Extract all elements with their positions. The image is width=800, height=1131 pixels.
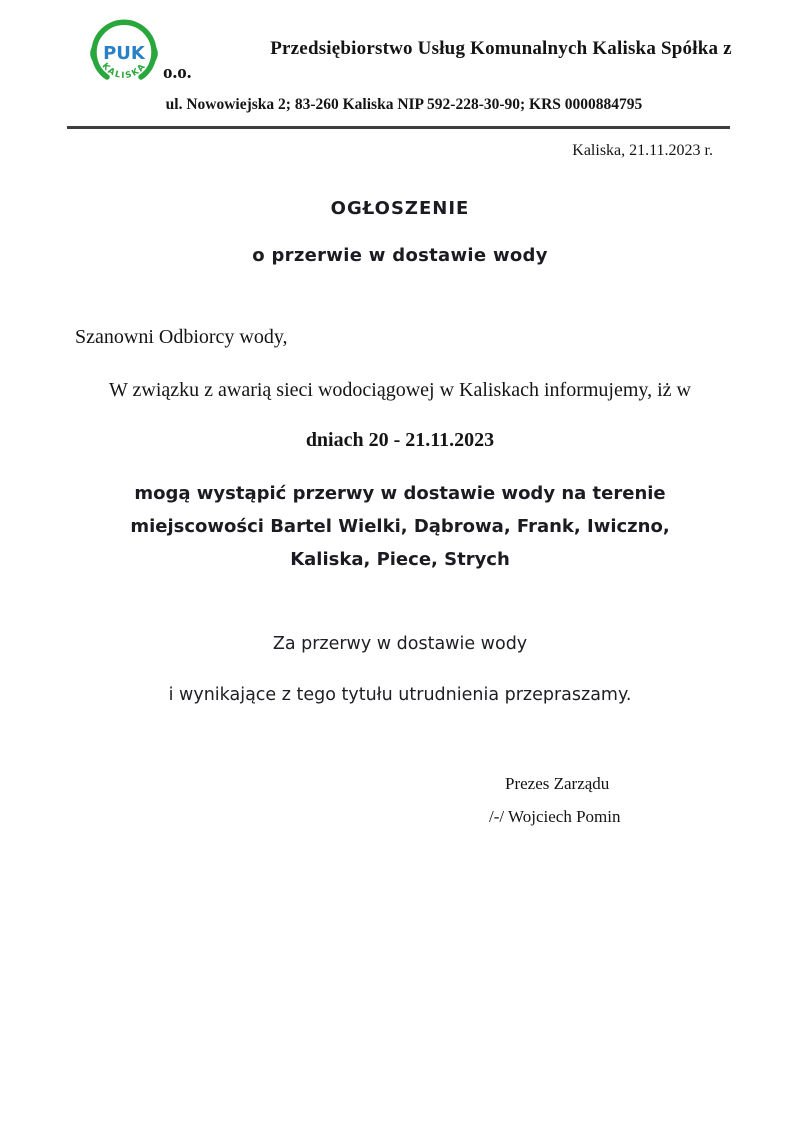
document-title: OGŁOSZENIE [330, 198, 470, 219]
logo-acronym: PUK [103, 43, 145, 64]
header-divider [67, 126, 730, 129]
apology-line-1: Za przerwy w dostawie wody [272, 634, 528, 654]
puk-logo-icon [82, 16, 166, 100]
logo-subtext: KALISKA [99, 61, 149, 82]
intro-paragraph: W związku z awarią sieci wodociągowej w Kaliskach informujemy, iż w [108, 379, 691, 401]
logo-paren-close: ) [151, 43, 160, 64]
salutation: Szanowni Odbiorcy wody, [75, 326, 288, 348]
company-name-line2: o.o. [163, 62, 192, 83]
impact-line-1: mogą wystąpić przerwy w dostawie wody na terenie [134, 483, 666, 504]
puk-kaliska-logo [82, 16, 166, 100]
signer-name: /-/ Wojciech Pomin [489, 807, 621, 826]
company-address-line: ul. Nowowiejska 2; 83-260 Kaliska NIP 592-228-30-90; KRS 0000884795 [165, 96, 643, 113]
signature-block [489, 767, 620, 833]
apology-line-2: i wynikające z tego tytułu utrudnienia przepraszamy. [168, 685, 632, 705]
logo-acronym-text [89, 43, 160, 64]
impact-paragraph [0, 477, 800, 576]
impact-line-2: miejscowości Bartel Wielki, Dąbrowa, Frank, Iwiczno, [130, 516, 670, 537]
place-and-date: Kaliska, 21.11.2023 r. [572, 142, 713, 159]
impact-line-3: Kaliska, Piece, Strych [290, 549, 510, 570]
logo-paren-open: ( [88, 43, 97, 64]
signer-title: Prezes Zarządu [505, 774, 610, 793]
outage-dates: dniach 20 - 21.11.2023 [305, 429, 495, 451]
document-subtitle: o przerwie w dostawie wody [252, 245, 548, 266]
company-name-line1: Przedsiębiorstwo Usług Komunalnych Kaliska Spółka z [270, 38, 732, 59]
